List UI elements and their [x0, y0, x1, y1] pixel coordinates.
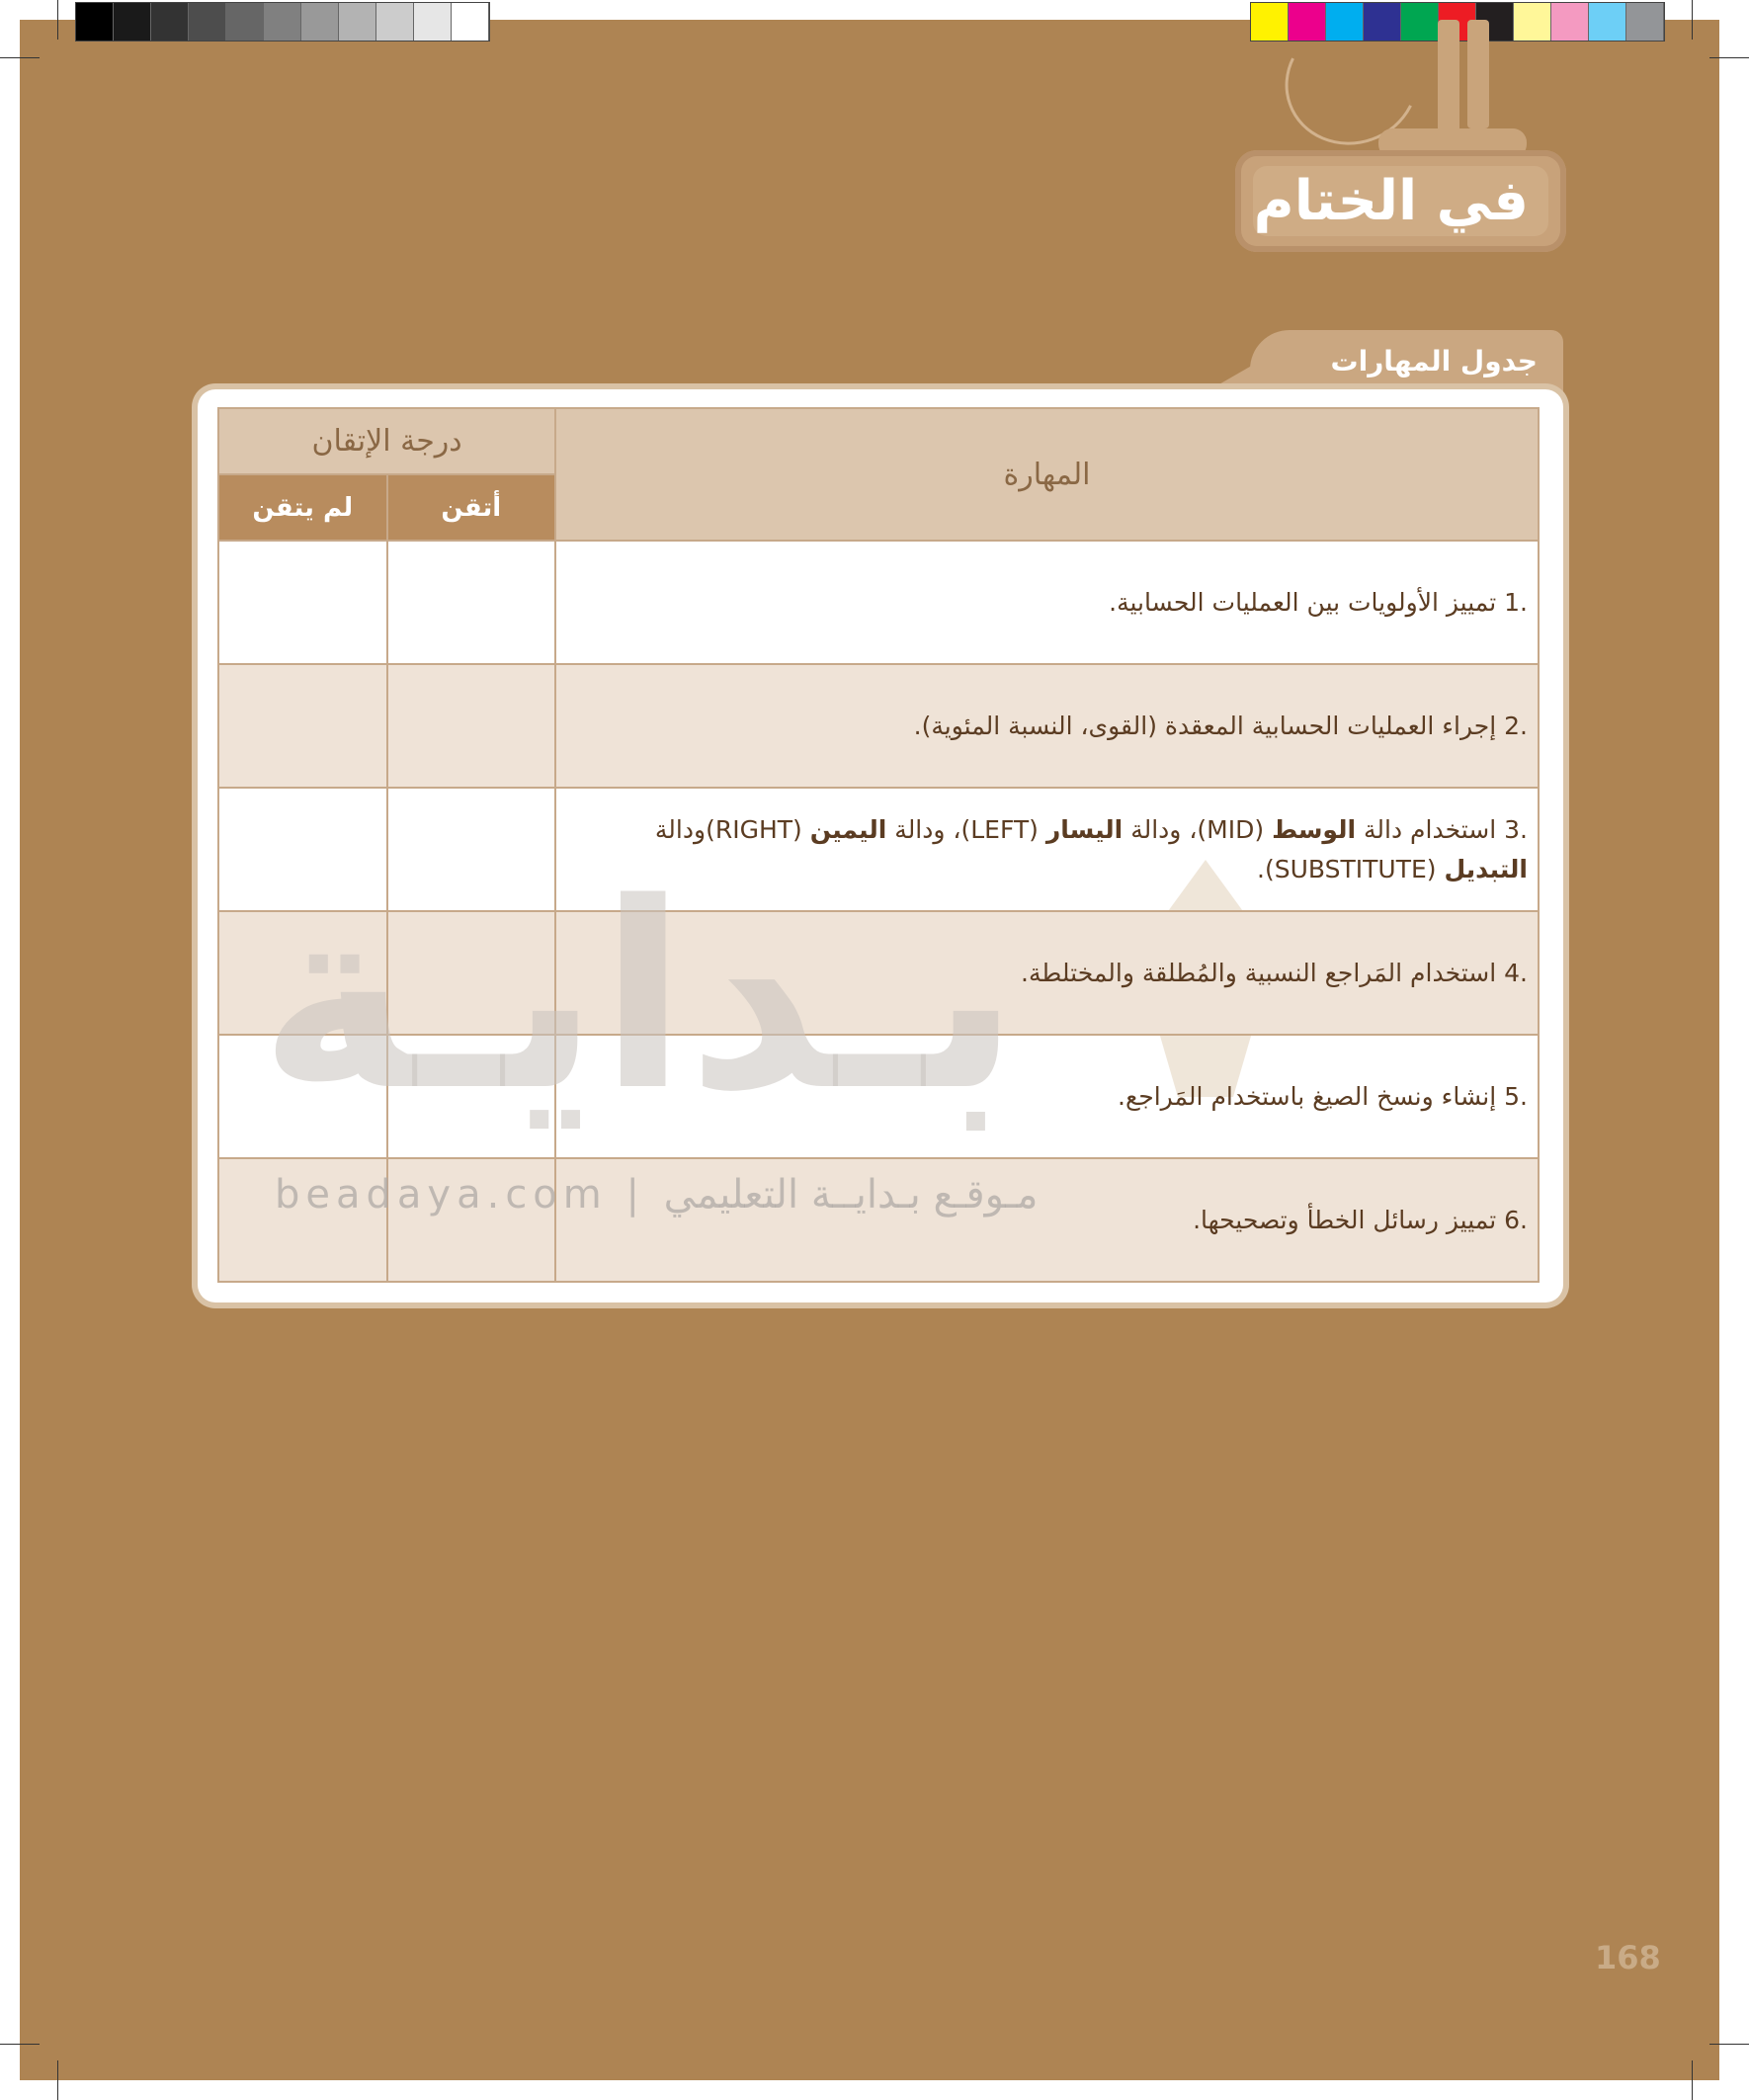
mastered-cell[interactable] — [387, 541, 556, 664]
title-sign — [1235, 150, 1566, 252]
crop-mark — [57, 0, 58, 40]
skill-cell — [555, 664, 1539, 788]
skill-number: 4. — [1504, 958, 1528, 987]
skill-number: 3. — [1504, 814, 1528, 844]
skill-number: 6. — [1504, 1205, 1528, 1234]
skill-text: تمييز الأولويات بين العمليات الحسابية. — [1109, 587, 1497, 617]
watermark-logo: بـدايـة — [259, 849, 1020, 1147]
crop-mark — [1692, 0, 1693, 40]
crop-mark — [0, 57, 40, 58]
crop-mark — [0, 2044, 40, 2045]
header-not-mastered: لم يتقن — [218, 474, 387, 541]
skill-text-bold: الوسط — [1272, 814, 1357, 844]
skill-number: 2. — [1504, 711, 1528, 740]
header-mastered: أتقن — [387, 474, 556, 541]
table-header-row — [218, 408, 1539, 474]
skill-text-part: (LEFT)، ودالة — [886, 814, 1046, 844]
skill-text-bold: التبديل — [1444, 854, 1528, 883]
skill-cell — [555, 541, 1539, 664]
table-row — [218, 541, 1539, 664]
skill-text-part: (SUBSTITUTE). — [1257, 854, 1445, 883]
crop-mark — [1709, 57, 1749, 58]
grayscale-calibration-bar — [75, 2, 490, 42]
not-mastered-cell[interactable] — [218, 664, 387, 788]
skill-text: استخدام المَراجع النسبية والمُطلقة والمختلطة. — [1021, 958, 1497, 987]
skill-text: تمييز رسائل الخطأ وتصحيحها. — [1193, 1205, 1497, 1234]
skill-text-bold: اليمين — [809, 814, 887, 844]
skills-table — [217, 407, 1540, 1283]
not-mastered-cell[interactable] — [218, 541, 387, 664]
page-number: 168 — [1595, 1939, 1661, 1976]
section-tab — [1250, 330, 1563, 393]
skill-text-part: (MID)، ودالة — [1123, 814, 1273, 844]
crop-mark — [57, 2060, 58, 2100]
skill-text-bold: اليسار — [1045, 814, 1124, 844]
mastered-cell[interactable] — [387, 664, 556, 788]
skill-text-part: استخدام دالة — [1356, 814, 1497, 844]
header-mastery-degree: درجة الإتقان — [218, 408, 555, 474]
skill-text: إجراء العمليات الحسابية المعقدة (القوى، النسبة المئوية). — [913, 711, 1497, 740]
skill-text: إنشاء ونسخ الصيغ باستخدام المَراجع. — [1118, 1081, 1497, 1111]
skill-number: 5. — [1504, 1081, 1528, 1111]
page-title: في الختام — [1253, 169, 1529, 233]
crop-mark — [1692, 2060, 1693, 2100]
skill-number: 1. — [1504, 587, 1528, 617]
section-title: جدول المهارات — [1330, 345, 1538, 378]
decorative-pipe — [1467, 20, 1489, 128]
table-row — [218, 664, 1539, 788]
watermark-caption: beadaya.com | مـوقـع بـدايــة التعليمي — [275, 1172, 1039, 1218]
crop-mark — [1709, 2044, 1749, 2045]
skill-text-part: (RIGHT)ودالة — [654, 814, 810, 844]
header-skill: المهارة — [555, 408, 1539, 541]
